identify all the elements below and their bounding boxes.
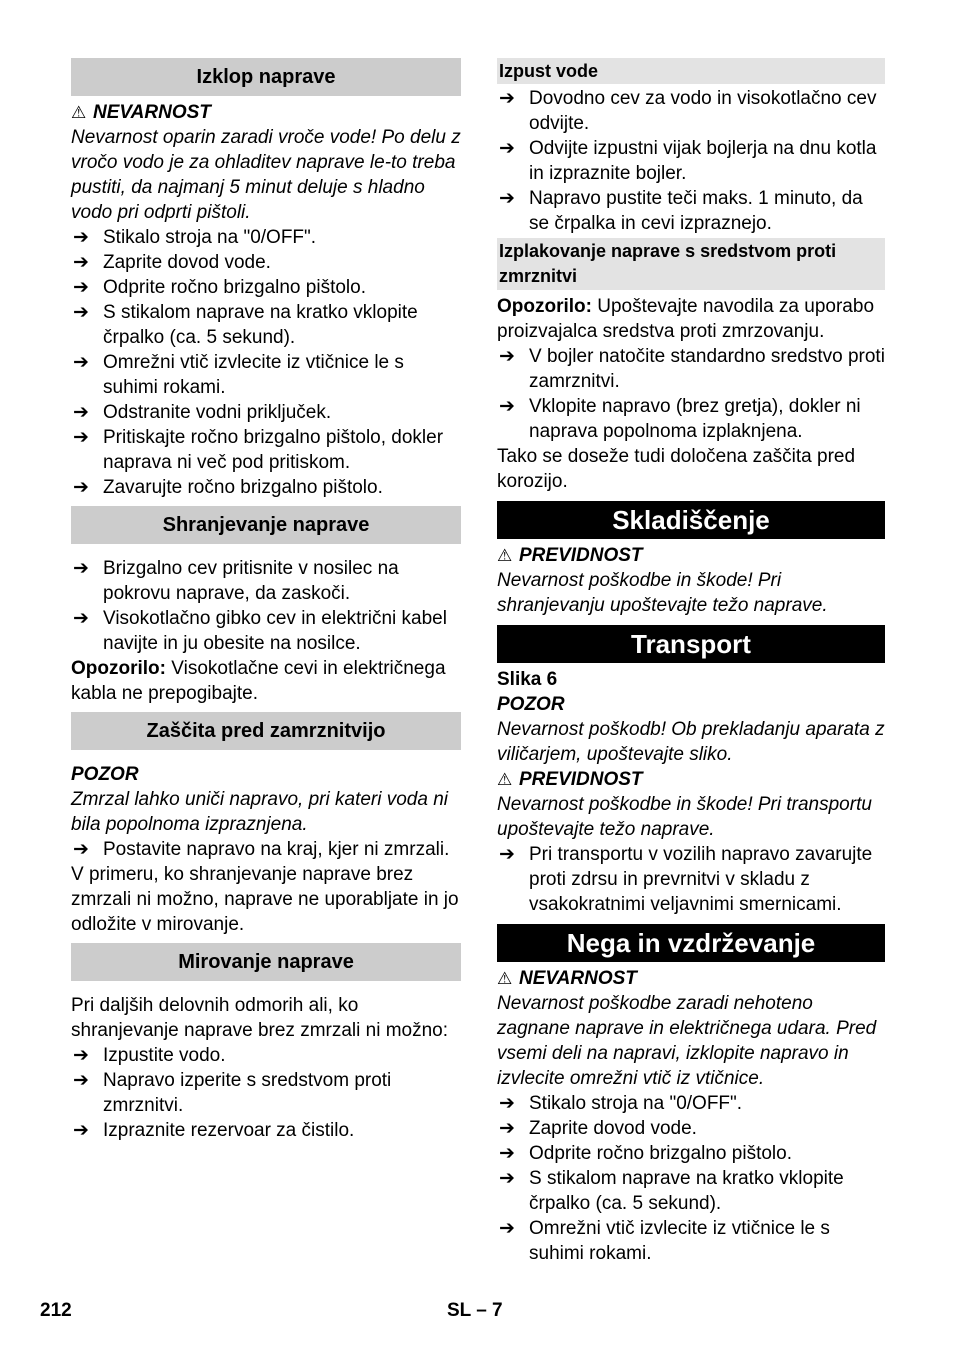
step-text: Napravo izperite s sredstvom proti zmrznitvi.: [103, 1070, 392, 1116]
body-paragraph: V primeru, ko shranjevanje naprave brez zmrzali ni možno, naprave ne uporabljate in jo odložite v mirovanje.: [71, 864, 459, 935]
caution-text: Nevarnost poškodbe in škode! Pri shranjevanju upoštevajte težo naprave.: [497, 570, 828, 616]
arrow-right-icon: ➔: [73, 352, 89, 373]
arrow-right-icon: ➔: [73, 558, 89, 579]
note-paragraph: Opozorilo: Visokotlačne cevi in električnega kabla ne prepogibajte.: [71, 658, 446, 704]
step-text: Odprite ročno brizgalno pištolo.: [103, 277, 366, 298]
language-page-label: SL – 7: [447, 1300, 503, 1321]
body-paragraph: Pri daljših delovnih odmorih ali, ko shranjevanje naprave brez zmrzali ni možno:: [71, 995, 449, 1041]
step-text: Zavarujte ročno brizgalno pištolo.: [103, 477, 383, 498]
arrow-right-icon: ➔: [499, 1218, 515, 1239]
caution-label: ⚠ PREVIDNOST: [497, 545, 643, 566]
arrow-right-icon: ➔: [73, 302, 89, 323]
arrow-right-icon: ➔: [499, 844, 515, 865]
section-heading-shranjevanje: Shranjevanje naprave: [71, 506, 461, 544]
chapter-heading-transport: Transport: [497, 625, 885, 663]
step-text: Dovodno cev za vodo in visokotlačno cev odvijte.: [529, 88, 877, 134]
step-item: [71, 425, 461, 475]
step-item: [497, 186, 885, 236]
section-heading-izklop: Izklop naprave: [71, 58, 461, 96]
subsection-heading-izpust: Izpust vode: [497, 58, 885, 84]
step-text: Postavite napravo na kraj, kjer ni zmrzali.: [103, 839, 450, 860]
chapter-heading-skladiscenje: Skladiščenje: [497, 501, 885, 539]
section-heading-mirovanje: Mirovanje naprave: [71, 943, 461, 981]
caution-text: Nevarnost poškodb! Ob prekladanju aparata z viličarjem, upoštevajte sliko.: [497, 719, 885, 765]
chapter-heading-nega: Nega in vzdrževanje: [497, 924, 885, 962]
step-text: Omrežni vtič izvlecite iz vtičnice le s suhimi rokami.: [529, 1218, 830, 1264]
figure-reference: Slika 6: [497, 669, 558, 690]
body-paragraph: Tako se doseže tudi določena zaščita pred korozijo.: [497, 446, 856, 492]
step-list: [497, 344, 885, 444]
step-text: Stikalo stroja na "0/OFF".: [103, 227, 317, 248]
step-item: [71, 1068, 461, 1118]
arrow-right-icon: ➔: [499, 188, 515, 209]
arrow-right-icon: ➔: [73, 477, 89, 498]
arrow-right-icon: ➔: [499, 346, 515, 367]
danger-label: ⚠ NEVARNOST: [71, 102, 211, 123]
page-number: 212: [40, 1300, 72, 1321]
step-text: Stikalo stroja na "0/OFF".: [529, 1093, 743, 1114]
arrow-right-icon: ➔: [73, 1070, 89, 1091]
note-paragraph: Opozorilo: Upoštevajte navodila za uporabo proizvajalca sredstva proti zmrzovanju.: [497, 296, 875, 342]
step-text: Brizgalno cev pritisnite v nosilec na pokrovu naprave, da zaskoči.: [103, 558, 399, 604]
step-text: Vklopite napravo (brez gretja), dokler ni naprava popolnoma izplaknjena.: [529, 396, 861, 442]
step-text: S stikalom naprave na kratko vklopite črpalko (ca. 5 sekund).: [529, 1168, 844, 1214]
arrow-right-icon: ➔: [73, 1045, 89, 1066]
arrow-right-icon: ➔: [499, 1093, 515, 1114]
step-text: Zaprite dovod vode.: [529, 1118, 697, 1139]
step-item: [71, 225, 461, 250]
step-text: Izpraznite rezervoar za čistilo.: [103, 1120, 355, 1141]
caution-label: ⚠ PREVIDNOST: [497, 769, 643, 790]
step-item: [497, 1116, 885, 1141]
left-column: [71, 58, 461, 1143]
warning-triangle-icon: ⚠: [497, 546, 513, 565]
step-text: Odstranite vodni priključek.: [103, 402, 332, 423]
danger-text: Nevarnost poškodbe zaradi nehoteno zagnane naprave in električnega udara. Pred vsemi deli na napravi, izklopite napravo in izvlecite omrežni vtič iz vtičnice.: [497, 993, 877, 1089]
step-text: Zaprite dovod vode.: [103, 252, 271, 273]
danger-text: Nevarnost oparin zaradi vroče vode! Po delu z vročo vodo je za ohladitev naprave le-to treba pustiti, da najmanj 5 minut deluje s hladno vodo pri odprti pištoli.: [71, 127, 461, 223]
step-text: Visokotlačno gibko cev in električni kabel navijte in ju obesite na nosilce.: [103, 608, 447, 654]
step-item: [497, 1166, 885, 1216]
caution-text: Zmrzal lahko uniči napravo, pri kateri voda ni bila popolnoma izpraznjena.: [71, 789, 449, 835]
section-heading-zascita: Zaščita pred zamrznitvijo: [71, 712, 461, 750]
arrow-right-icon: ➔: [499, 138, 515, 159]
subsection-heading-izplakovanje: Izplakovanje naprave s sredstvom proti zmrznitvi: [497, 238, 885, 290]
arrow-right-icon: ➔: [73, 227, 89, 248]
arrow-right-icon: ➔: [499, 1168, 515, 1189]
right-column: [497, 58, 885, 1266]
step-item: [71, 837, 461, 862]
step-text: Pri transportu v vozilih napravo zavarujte proti zdrsu in prevrnitvi v skladu z vsakokratnimi veljavnimi smernicami.: [529, 844, 873, 915]
step-item: [71, 1043, 461, 1068]
step-item: [71, 1118, 461, 1143]
danger-label: ⚠ NEVARNOST: [497, 968, 637, 989]
step-item: [497, 1091, 885, 1116]
step-list: [497, 1091, 885, 1266]
step-item: [71, 275, 461, 300]
step-item: [71, 400, 461, 425]
step-item: [497, 1216, 885, 1266]
step-text: S stikalom naprave na kratko vklopite črpalko (ca. 5 sekund).: [103, 302, 418, 348]
step-item: [497, 344, 885, 394]
caution-label: POZOR: [71, 764, 139, 785]
step-item: [71, 475, 461, 500]
step-item: [71, 606, 461, 656]
arrow-right-icon: ➔: [73, 252, 89, 273]
arrow-right-icon: ➔: [499, 1143, 515, 1164]
step-text: Odprite ročno brizgalno pištolo.: [529, 1143, 792, 1164]
arrow-right-icon: ➔: [73, 1120, 89, 1141]
arrow-right-icon: ➔: [73, 427, 89, 448]
caution-label: POZOR: [497, 694, 565, 715]
step-item: [497, 1141, 885, 1166]
step-list: [71, 837, 461, 862]
step-list: [71, 556, 461, 656]
step-item: [71, 250, 461, 275]
step-text: Napravo pustite teči maks. 1 minuto, da se črpalka in cevi izpraznejo.: [529, 188, 863, 234]
step-list: [497, 842, 885, 917]
step-list: [497, 86, 885, 236]
warning-triangle-icon: ⚠: [71, 103, 87, 122]
caution-text: Nevarnost poškodbe in škode! Pri transportu upoštevajte težo naprave.: [497, 794, 872, 840]
arrow-right-icon: ➔: [499, 1118, 515, 1139]
step-item: [71, 350, 461, 400]
step-item: [71, 556, 461, 606]
arrow-right-icon: ➔: [499, 88, 515, 109]
arrow-right-icon: ➔: [73, 608, 89, 629]
step-item: [497, 86, 885, 136]
step-list: [71, 1043, 461, 1143]
warning-triangle-icon: ⚠: [497, 770, 513, 789]
arrow-right-icon: ➔: [73, 839, 89, 860]
step-text: V bojler natočite standardno sredstvo proti zamrznitvi.: [529, 346, 885, 392]
step-item: [71, 300, 461, 350]
step-text: Omrežni vtič izvlecite iz vtičnice le s suhimi rokami.: [103, 352, 404, 398]
warning-triangle-icon: ⚠: [497, 969, 513, 988]
step-item: [497, 842, 885, 917]
step-item: [497, 136, 885, 186]
arrow-right-icon: ➔: [73, 277, 89, 298]
arrow-right-icon: ➔: [499, 396, 515, 417]
step-text: Izpustite vodo.: [103, 1045, 226, 1066]
step-list: [71, 225, 461, 500]
step-text: Odvijte izpustni vijak bojlerja na dnu kotla in izpraznite bojler.: [529, 138, 877, 184]
step-text: Pritiskajte ročno brizgalno pištolo, dokler naprava ni več pod pritiskom.: [103, 427, 444, 473]
arrow-right-icon: ➔: [73, 402, 89, 423]
step-item: [497, 394, 885, 444]
